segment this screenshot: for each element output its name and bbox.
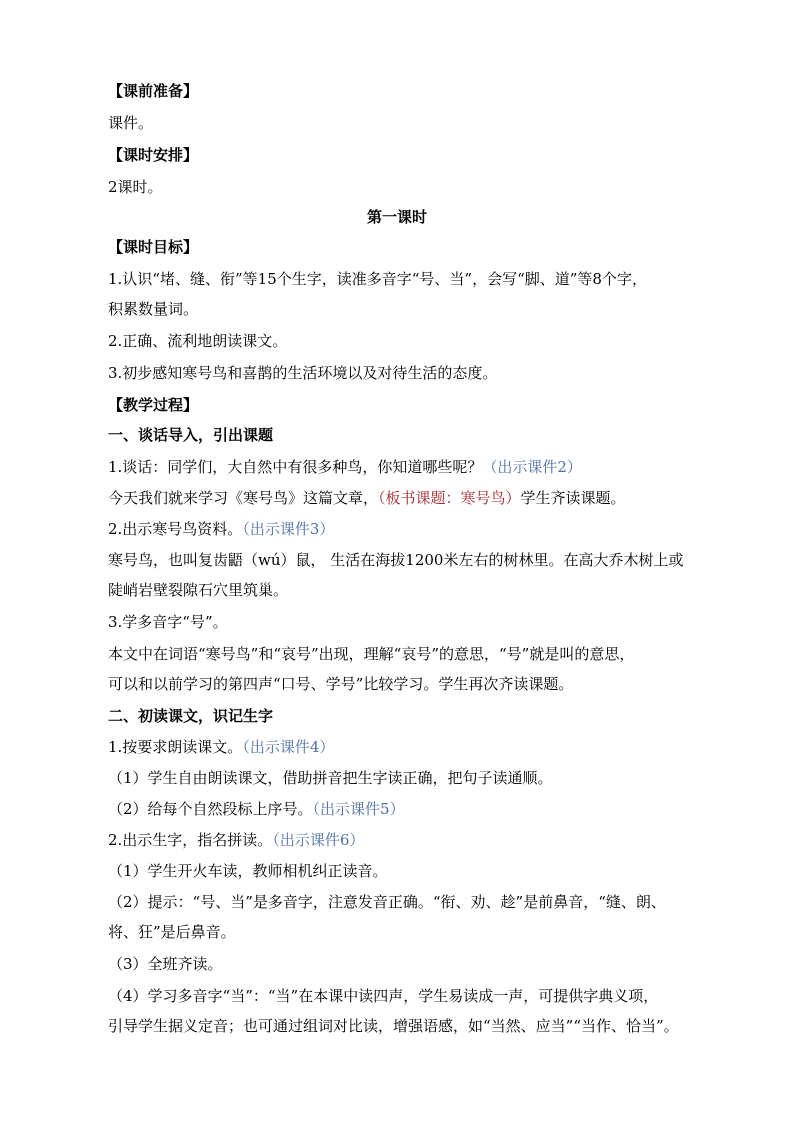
paragraph-text: 1.谈话：同学们，大自然中有很多种鸟，你知道哪些呢？ xyxy=(108,458,483,476)
goal-2: 2.正确、流利地朗读课文。 xyxy=(108,332,288,350)
paragraph: （3）全班齐读。 xyxy=(108,955,223,973)
goal-1-line-1: 1.认识“堵、缝、衔”等15个生字，读准多音字“号、当”，会写“脚、道”等8个字， xyxy=(108,270,647,288)
section-heading-process: 【教学过程】 xyxy=(108,396,199,414)
courseware-note: （出示课件5） xyxy=(312,800,405,818)
paragraph-text: 学生齐读课题。 xyxy=(520,489,626,507)
paragraph-text: （2）给每个自然段标上序号。 xyxy=(108,800,313,818)
paragraph-line: （4）学习多音字“当”：“当”在本课中读四声，学生易读成一声，可提供字典义项， xyxy=(108,987,659,1005)
paragraph: （1）学生自由朗读课文，借助拼音把生字读正确，把句子读通顺。 xyxy=(108,769,553,787)
paragraph xyxy=(108,456,794,478)
paragraph-line: 将、狂”是后鼻音。 xyxy=(108,923,236,941)
paragraph xyxy=(108,829,794,851)
section-heading-goals: 【课时目标】 xyxy=(108,238,199,256)
courseware-note: （出示课件2） xyxy=(482,458,582,476)
paragraph-line: 陡峭岩壁裂隙石穴里筑巢。 xyxy=(108,581,289,599)
section-heading-prep: 【课前准备】 xyxy=(108,82,199,100)
paragraph-text: 2.出示生字，指名拼读。 xyxy=(108,831,273,849)
paragraph-text: 1.按要求朗读课文。 xyxy=(108,738,243,756)
goal-1-line-2: 积累数量词。 xyxy=(108,300,199,318)
paragraph xyxy=(108,736,794,758)
schedule-text: 2课时。 xyxy=(108,178,163,196)
prep-text: 课件。 xyxy=(108,114,154,132)
paragraph: （1）学生开火车读，教师相机纠正读音。 xyxy=(108,862,388,880)
paragraph-text: 2.出示寒号鸟资料。 xyxy=(108,520,243,538)
paragraph xyxy=(108,487,794,509)
paragraph-line: （2）提示：“号、当”是多音字，注意发音正确。“衔、劝、趁”是前鼻音，“缝、朗、 xyxy=(108,893,666,911)
paragraph-text: 今天我们就来学习《寒号鸟》这篇文章， xyxy=(108,489,379,507)
lesson-title: 第一课时 xyxy=(366,208,427,226)
courseware-note: （出示课件3） xyxy=(242,520,335,538)
paragraph-line: 引导学生据义定音；也可通过组词对比读，增强语感，如“当然、应当”“当作、恰当”。 xyxy=(108,1017,679,1035)
part-1-heading: 一、谈话导入，引出课题 xyxy=(108,426,274,444)
paragraph-line: 寒号鸟，也叫复齿鼯（wú）鼠， 生活在海拔1200米左右的树林里。在高大乔木树上或 xyxy=(108,551,684,569)
paragraph-line: 本文中在词语“寒号鸟”和“哀号”出现，理解“哀号”的意思，“号”就是叫的意思， xyxy=(108,645,635,663)
paragraph-line: 可以和以前学习的第四声“口号、学号”比较学习。学生再次齐读课题。 xyxy=(108,675,574,693)
paragraph xyxy=(108,798,794,820)
paragraph xyxy=(108,518,794,540)
courseware-note: （出示课件4） xyxy=(242,738,335,756)
part-2-heading: 二、初读课文，识记生字 xyxy=(108,707,274,725)
courseware-note: （出示课件6） xyxy=(272,831,365,849)
section-heading-schedule: 【课时安排】 xyxy=(108,146,199,164)
board-note: （板书课题：寒号鸟） xyxy=(378,489,521,507)
paragraph: 3.学多音字“号”。 xyxy=(108,613,228,631)
goal-3: 3.初步感知寒号鸟和喜鹊的生活环境以及对待生活的态度。 xyxy=(108,364,498,382)
